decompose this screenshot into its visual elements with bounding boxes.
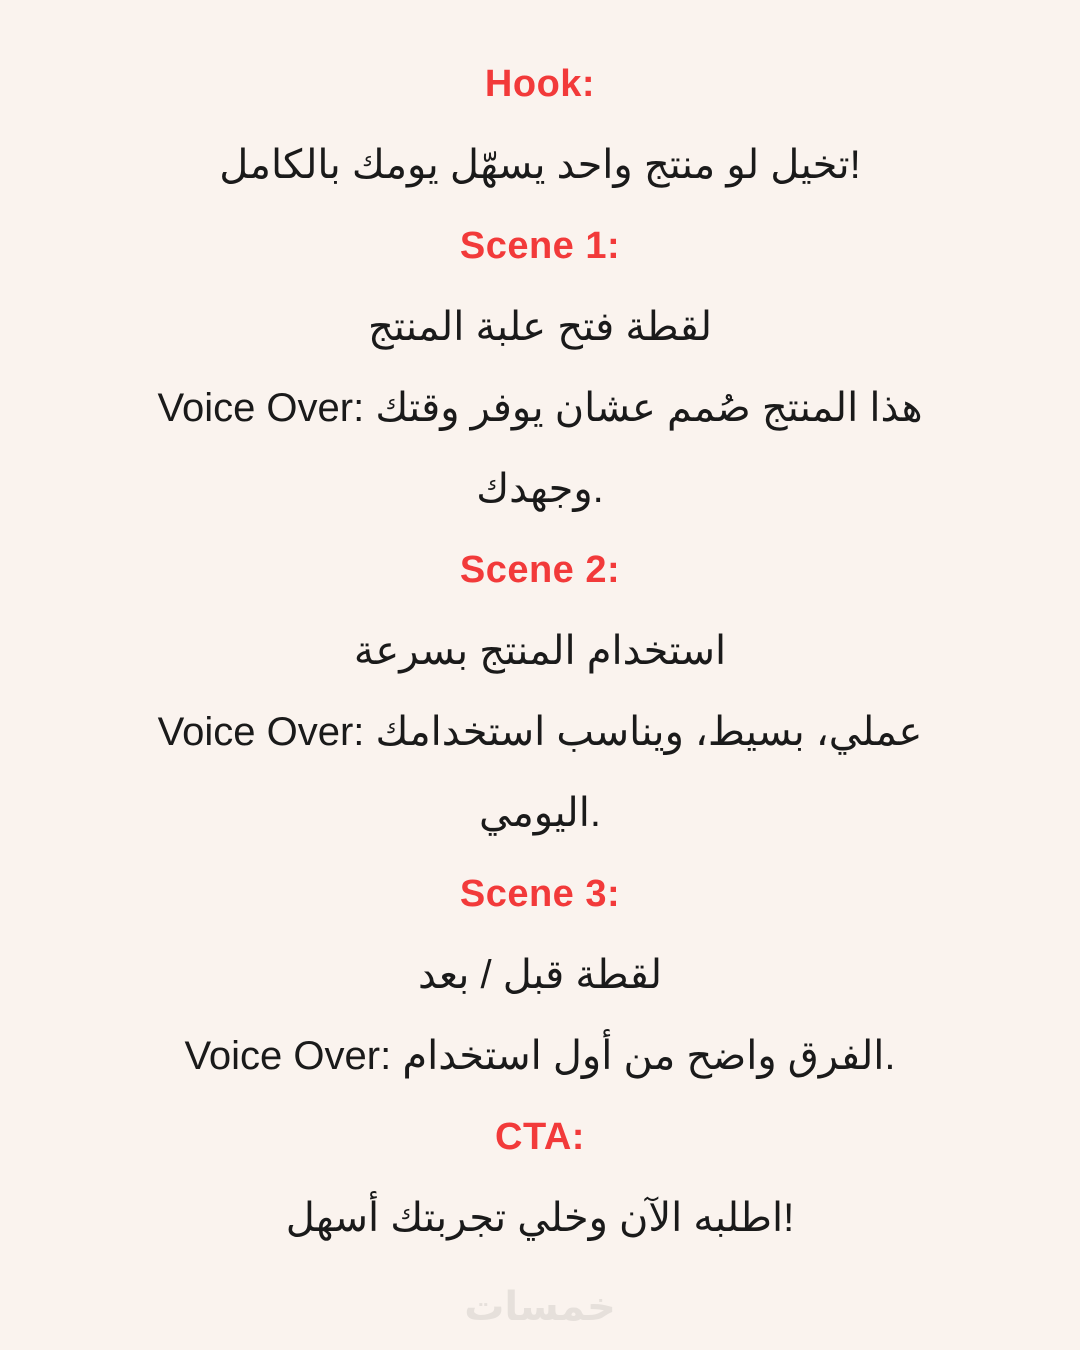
cta-heading: CTA: — [495, 1116, 585, 1158]
scene1-voiceover-continued: وجهدك. — [476, 467, 604, 511]
scene2-heading: Scene 2: — [459, 549, 621, 591]
scene3-heading: Scene 3: — [459, 873, 621, 915]
scene3-voiceover: Voice Over: الفرق واضح من أول استخدام. — [184, 1034, 896, 1078]
scene2-shot-description: استخدام المنتج بسرعة — [353, 629, 727, 673]
scene1-shot-description: لقطة فتح علبة المنتج — [367, 305, 713, 349]
hook-text: تخيل لو منتج واحد يسهّل يومك بالكامل! — [219, 143, 861, 187]
scene2-voiceover-continued: اليومي. — [479, 791, 601, 835]
khamsat-watermark: خمسات — [464, 1285, 616, 1329]
scene1-heading: Scene 1: — [459, 225, 621, 267]
scene2-voiceover: Voice Over: عملي، بسيط، ويناسب استخدامك — [157, 710, 923, 754]
hook-heading: Hook: — [484, 63, 596, 105]
scene1-voiceover: Voice Over: هذا المنتج صُمم عشان يوفر وقتك — [157, 386, 923, 430]
cta-text: اطلبه الآن وخلي تجربتك أسهل! — [285, 1196, 795, 1240]
scene3-shot-description: لقطة قبل / بعد — [417, 953, 663, 997]
